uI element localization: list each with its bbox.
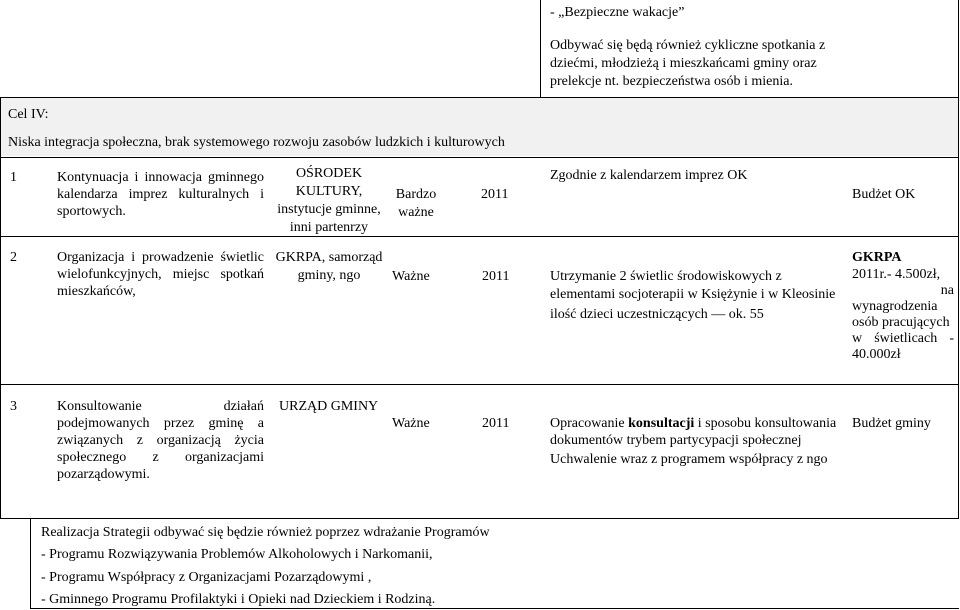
task-line: Kontynuacja i innowacja gminnego (57, 170, 264, 185)
partner-line: KULTURY, (295, 184, 363, 199)
result-line: dokumentów trybem partycypacji społecznej (550, 433, 802, 448)
task-line: pozarządowymi. (57, 467, 150, 482)
top-note-line: dziećmi, młodzieżą i mieszkańcami gminy oraz (550, 56, 817, 71)
rule (0, 97, 959, 98)
year: 2011 (481, 187, 509, 202)
task-line: kalendarza imprez kulturalnych i (57, 187, 264, 202)
goal-description: Niska integracja społeczna, brak systemowego rozwoju zasobów ludzkich i kulturowych (8, 135, 505, 150)
result-line: Zgodnie z kalendarzem imprez OK (550, 168, 748, 183)
result-line: elementami socjoterapii w Księżynie i w Kleosinie (550, 287, 836, 302)
row-number: 1 (10, 170, 17, 185)
budget-line: osób pracujących (852, 315, 950, 330)
rule (0, 518, 959, 519)
rule (0, 157, 959, 158)
priority-line: Ważne (392, 416, 430, 431)
partner-line: OŚRODEK (295, 166, 363, 181)
footer-item: - Programu Rozwiązywania Problemów Alkoholowych i Narkomanii, (41, 547, 433, 562)
task-line: Organizacja i prowadzenie świetlic (57, 250, 264, 265)
top-note-line: prelekcje nt. bezpieczeństwa osób i mienia. (550, 74, 793, 89)
task-line: mieszkańców, (57, 284, 136, 299)
task-line: sportowych. (57, 204, 126, 219)
budget-line: w świetlicach - (852, 331, 954, 346)
budget-line: 2011r.- 4.500zł, (852, 267, 941, 282)
footer-item: - Programu Współpracy z Organizacjami Pozarządowymi , (41, 570, 372, 585)
budget-line: 40.000zł (852, 347, 901, 362)
task-line: podejmowanych przez gminę a (57, 416, 264, 431)
top-bullet: - „Bezpieczne wakacje” (550, 5, 685, 20)
priority-line: ważne (398, 205, 434, 220)
result-line: Utrzymanie 2 świetlic środowiskowych z (550, 269, 782, 284)
partner-line: URZĄD GMINY (279, 399, 379, 414)
row-number: 3 (10, 399, 17, 414)
budget-line: Budżet OK (852, 187, 916, 202)
footer-item: - Gminnego Programu Profilaktyki i Opieki nad Dzieckiem i Rodziną. (41, 592, 436, 607)
budget-line: Budżet gminy (852, 416, 931, 431)
top-note-line: Odbywać się będą również cykliczne spotkania z (550, 38, 826, 53)
task-line: Konsultowanie działań (57, 399, 264, 414)
task-line: związanych z organizacją życia (57, 433, 264, 448)
rule (540, 0, 541, 98)
rule (0, 97, 1, 519)
row-number: 2 (10, 250, 17, 265)
budget-line: na (940, 283, 954, 298)
task-line: wielofunkcyjnych, miejsc spotkań (57, 267, 264, 282)
result-suffix: i sposobu konsultowania (694, 416, 837, 431)
result-line: ilość dzieci uczestniczących — ok. 55 (550, 307, 764, 322)
year: 2011 (482, 416, 510, 431)
result-line: Uchwalenie wraz z programem współpracy z ngo (550, 452, 828, 467)
partner-line: gminy, ngo (297, 268, 361, 283)
budget-title: GKRPA (852, 250, 902, 265)
result-prefix: Opracowanie (550, 416, 629, 431)
task-line: społecznego z organizacjami (57, 450, 264, 465)
rule (30, 518, 31, 609)
priority-line: Ważne (392, 269, 430, 284)
partner-line: inni partenrzy (289, 220, 369, 235)
partner-line: GKRPA, samorząd (275, 250, 383, 265)
priority-line: Bardzo (395, 187, 437, 202)
rule (0, 236, 959, 237)
year: 2011 (482, 269, 510, 284)
result-bold: konsultacji (628, 416, 695, 431)
rule (0, 384, 959, 385)
footer-intro: Realizacja Strategii odbywać się będzie również poprzez wdrażanie Programów (41, 525, 490, 540)
partner-line: instytucje gminne, (277, 202, 381, 217)
budget-line: wynagrodzenia (852, 299, 938, 314)
goal-title: Cel IV: (8, 107, 49, 122)
result-line (550, 415, 836, 433)
rule (958, 0, 959, 519)
